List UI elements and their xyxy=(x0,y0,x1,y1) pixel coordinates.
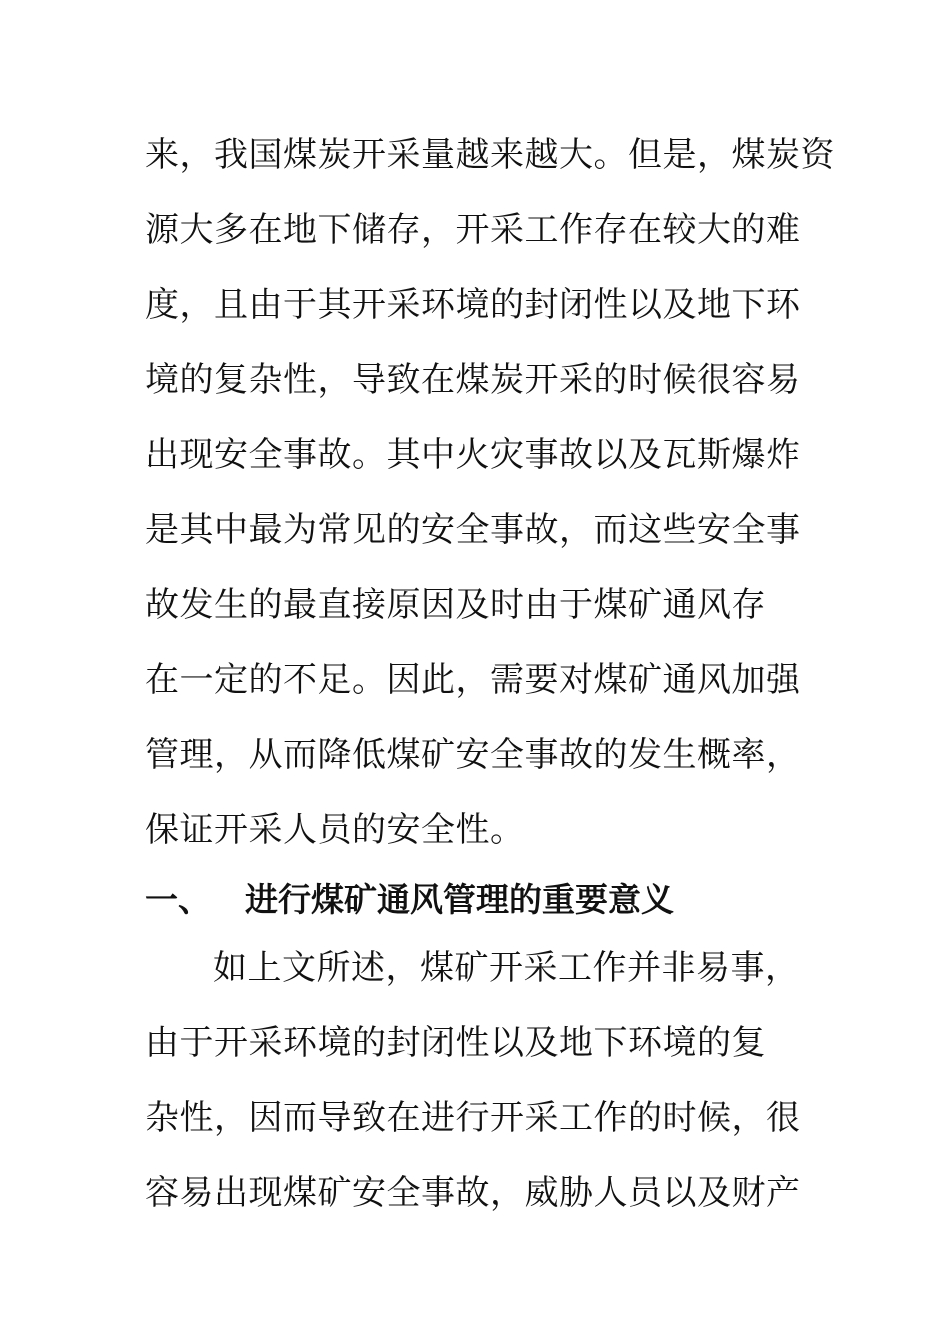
text-line: 由于开采环境的封闭性以及地下环境的复 xyxy=(145,1023,766,1063)
text-line: 容易出现煤矿安全事故，威胁人员以及财产 xyxy=(145,1173,801,1213)
text-line: 出现安全事故。其中火灾事故以及瓦斯爆炸 xyxy=(145,435,801,475)
text-line: 度，且由于其开采环境的封闭性以及地下环 xyxy=(145,285,801,325)
paragraph-intro xyxy=(145,118,835,868)
section-title: 进行煤矿通风管理的重要意义 xyxy=(245,880,674,919)
section-heading xyxy=(145,868,810,931)
section-number: 一、 xyxy=(145,880,211,919)
text-line: 来，我国煤炭开采量越来越大。但是，煤炭资 xyxy=(145,135,835,175)
document-body xyxy=(145,118,835,1231)
text-line: 是其中最为常见的安全事故，而这些安全事 xyxy=(145,510,801,550)
text-line: 管理，从而降低煤矿安全事故的发生概率， xyxy=(145,735,801,775)
text-line: 境的复杂性，导致在煤炭开采的时候很容易 xyxy=(145,360,801,400)
text-line: 如上文所述，煤矿开采工作并非易事， xyxy=(213,948,800,988)
text-line: 保证开采人员的安全性。 xyxy=(145,810,525,850)
text-line: 杂性，因而导致在进行开采工作的时候，很 xyxy=(145,1098,801,1138)
paragraph-significance xyxy=(145,931,810,1231)
text-line: 源大多在地下储存，开采工作存在较大的难 xyxy=(145,210,801,250)
text-line: 故发生的最直接原因及时由于煤矿通风存 xyxy=(145,585,766,625)
text-line: 在一定的不足。因此，需要对煤矿通风加强 xyxy=(145,660,801,700)
